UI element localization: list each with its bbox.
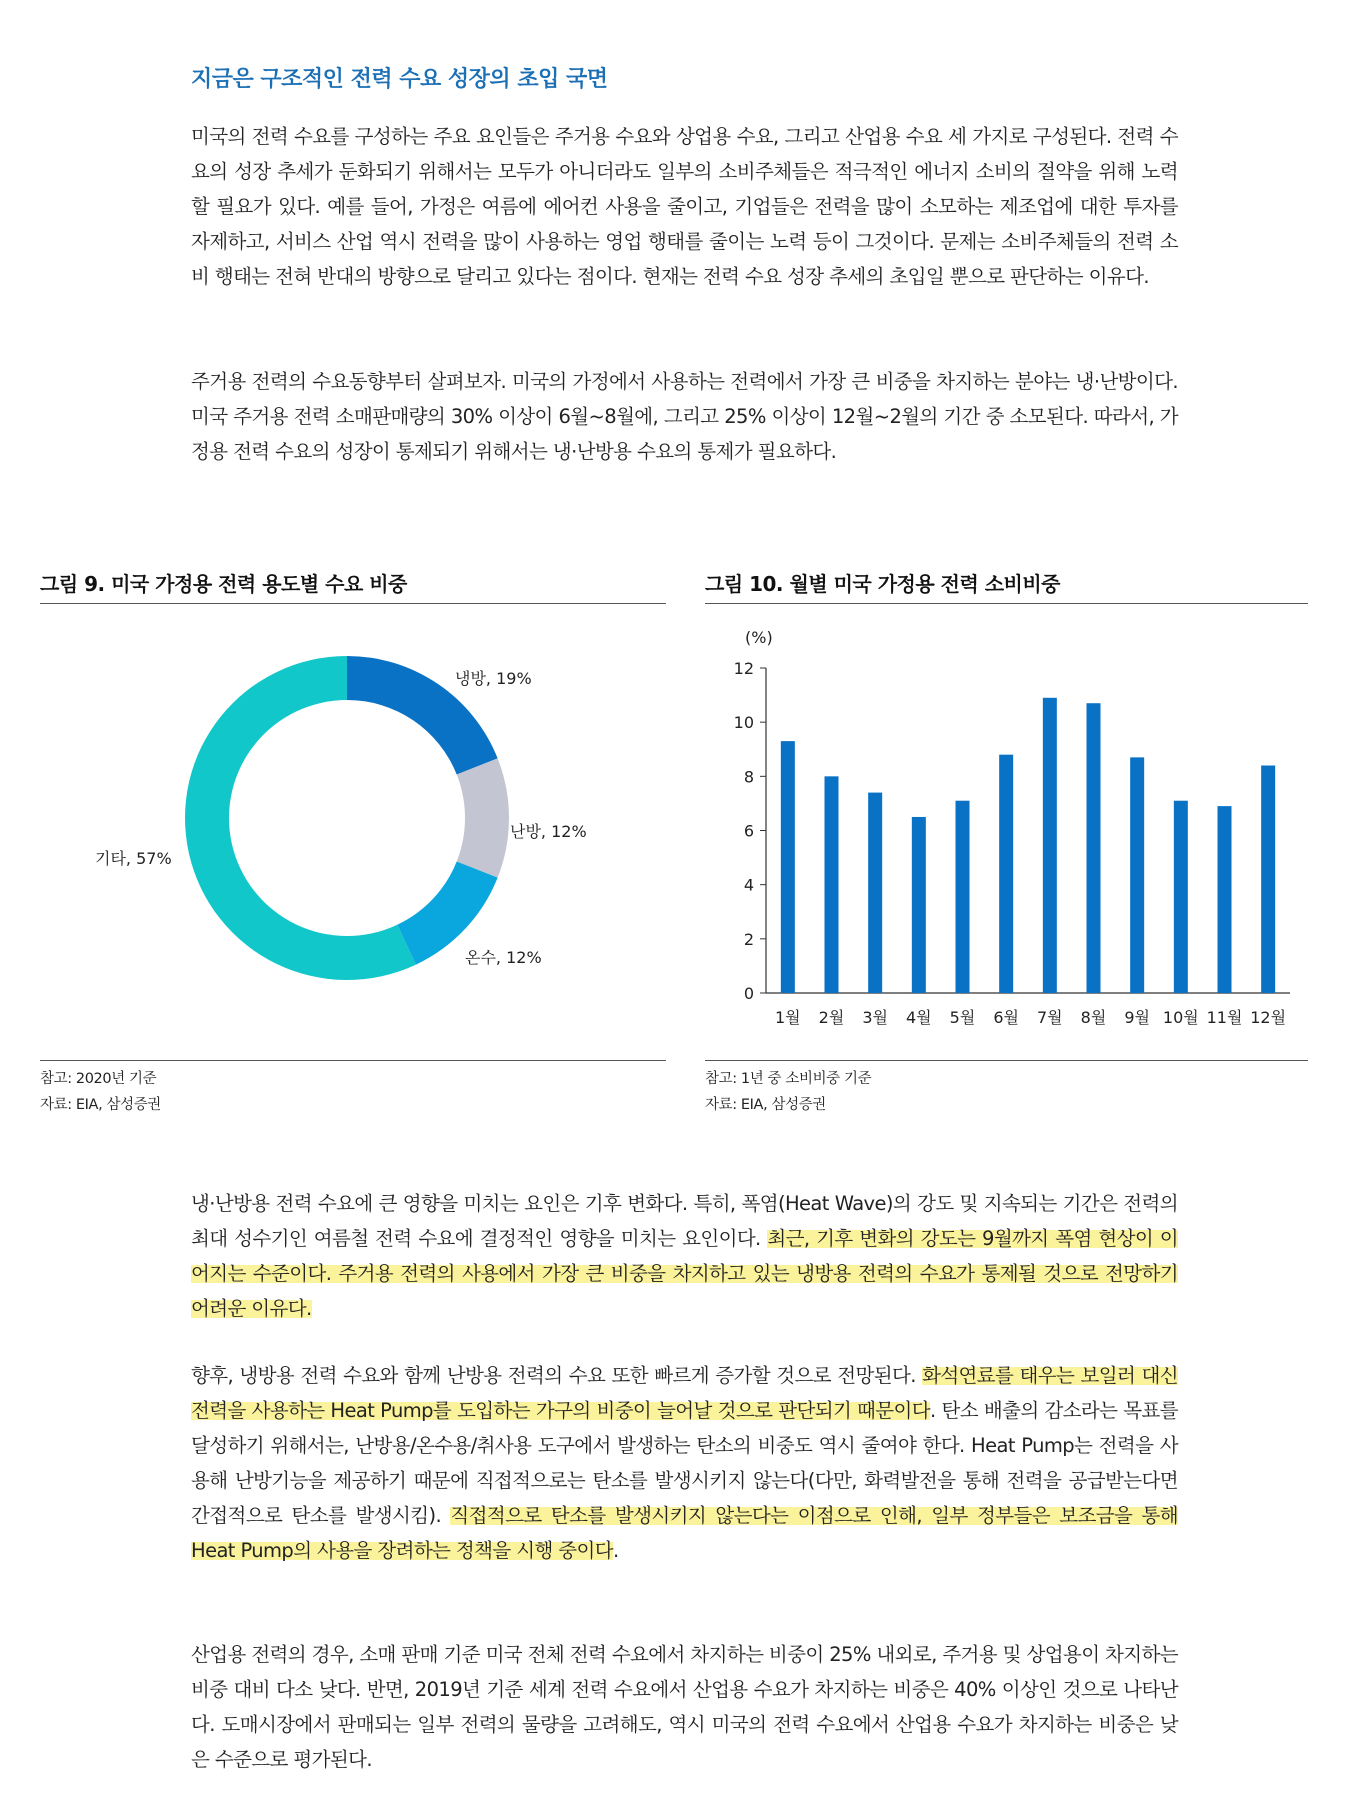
y-tick-label: 4 [743,875,754,895]
figure-9-source: 자료: EIA, 삼성증권 [40,1097,161,1113]
y-tick-label: 8 [743,767,754,787]
figure-9-title: 그림 9. 미국 가정용 전력 용도별 수요 비중 [40,572,407,596]
figure-10-title: 그림 10. 월별 미국 가정용 전력 소비비중 [705,572,1061,596]
bar-4월 [912,817,926,993]
bar-2월 [825,776,839,993]
bar-9월 [1130,757,1144,993]
y-tick-label: 10 [733,713,754,733]
paragraph-3 [191,1186,1178,1326]
bar-11월 [1218,806,1232,993]
bar-8월 [1087,703,1101,993]
x-tick-label: 5월 [949,1008,976,1027]
paragraph-4 [191,1358,1178,1568]
figure-10-bottom-rule [705,1060,1308,1061]
bar-3월 [868,793,882,993]
bar-1월 [781,741,795,993]
x-tick-label: 12월 [1250,1008,1287,1027]
y-axis-unit: (%) [745,628,773,647]
donut-label-3: 온수, 12% [465,948,542,967]
donut-slice-2 [457,758,509,877]
y-tick-label: 0 [743,984,754,1003]
figure-9-note: 참고: 2020년 기준 [40,1071,157,1087]
donut-label-4: 기타, 57% [95,849,172,868]
y-tick-label: 2 [743,929,754,949]
x-tick-label: 4월 [906,1008,932,1027]
figure-9-bottom-rule [40,1060,666,1061]
bar-10월 [1174,801,1188,993]
donut-label-1: 냉방, 19% [455,669,532,688]
paragraph-5: 산업용 전력의 경우, 소매 판매 기준 미국 전체 전력 수요에서 차지하는 비중이 25% 내외로, 주거용 및 상업용이 차지하는 비중 대비 다소 낮다. 반면, 2019년 기준 세계 전력 수요에서 산업용 수요가 차지하는 비중은 40% 이상인 것으로 나타난다. 도매시장에서 판매되는 일부 전력의 물량을 고려해도, 역시 미국의 전력 수요에서 산업용 수요가 차지하는 비중은 낮은 수준으로 평가된다. [191,1643,1178,1771]
section-title: 지금은 구조적인 전력 수요 성장의 초입 국면 [191,67,608,92]
paragraph-3-highlight: 최근, 기후 변화의 강도는 9월까지 폭염 현상이 이어지는 수준이다. 주거용 전력의 사용에서 가장 큰 비중을 차지하고 있는 냉방용 전력의 수요가 통제될 것으로 전망하기 어려운 이유다. [191,1227,1178,1320]
paragraph-4-text-2: . 탄소 배출의 감소라는 목표를 달성하기 위해서는, 난방용/온수용/취사용 도구에서 발생하는 탄소의 비중도 역시 줄여야 한다. Heat Pump는 전력을 사용해 난방기능을 제공하기 때문에 직접적으로는 탄소를 발생시키지 않는다(다만, 화력발전을 통해 전력을 공급받는다면 간접적으로 탄소를 발생시킴). [191,1399,1178,1527]
x-tick-label: 1월 [775,1008,801,1027]
paragraph-4-highlight-2: 직접적으로 탄소를 발생시키지 않는다는 이점으로 인해, 일부 정부들은 보조금을 통해 Heat Pump의 사용을 장려하는 정책을 시행 중이다 [191,1504,1179,1562]
bar-12월 [1261,766,1275,994]
x-tick-label: 3월 [862,1008,888,1027]
paragraph-2: 주거용 전력의 수요동향부터 살펴보자. 미국의 가정에서 사용하는 전력에서 가장 큰 비중을 차지하는 분야는 냉·난방이다. 미국 주거용 전력 소매판매량의 30% 이상이 6월~8월에, 그리고 25% 이상이 12월~2월의 기간 중 소모된다. 따라서, 가정용 전력 수요의 성장이 통제되기 위해서는 냉·난방용 수요의 통제가 필요하다. [191,370,1178,463]
figure-10-source: 자료: EIA, 삼성증권 [705,1097,826,1113]
y-tick-label: 12 [733,659,754,678]
figure-10-bar-chart [705,615,1308,1035]
x-tick-label: 11월 [1206,1008,1243,1027]
x-tick-label: 7월 [1037,1008,1063,1027]
x-tick-label: 2월 [818,1008,845,1027]
donut-label-2: 난방, 12% [510,822,587,841]
x-tick-label: 10월 [1162,1008,1199,1027]
bar-7월 [1043,698,1057,993]
figure-10-top-rule [705,603,1308,604]
y-tick-label: 6 [743,821,754,841]
paragraph-4-text-3: . [613,1539,619,1562]
paragraph-1: 미국의 전력 수요를 구성하는 주요 요인들은 주거용 수요와 상업용 수요, 그리고 산업용 수요 세 가지로 구성된다. 전력 수요의 성장 추세가 둔화되기 위해서는 모두가 아니더라도 일부의 소비주체들은 적극적인 에너지 소비의 절약을 위해 노력할 필요가 있다. 예를 들어, 가정은 여름에 에어컨 사용을 줄이고, 기업들은 전력을 많이 소모하는 제조업에 대한 투자를 자제하고, 서비스 산업 역시 전력을 많이 사용하는 영업 행태를 줄이는 노력 등이 그것이다. 문제는 소비주체들의 전력 소비 행태는 전혀 반대의 방향으로 달리고 있다는 점이다. 현재는 전력 수요 성장 추세의 초입일 뿐으로 판단하는 이유다. [191,125,1178,288]
x-tick-label: 6월 [993,1008,1019,1027]
bar-5월 [956,801,970,993]
bar-6월 [999,755,1013,993]
x-tick-label: 9월 [1124,1008,1150,1027]
figure-9-top-rule [40,603,666,604]
paragraph-4-highlight-1: 화석연료를 태우는 보일러 대신 전력을 사용하는 Heat Pump를 도입하는 가구의 비중이 늘어날 것으로 판단되기 때문이다 [191,1364,1178,1422]
paragraph-4-text-1: 향후, 냉방용 전력 수요와 함께 난방용 전력의 수요 또한 빠르게 증가할 것으로 전망된다. [191,1364,923,1387]
figure-9-donut-chart [40,620,666,1050]
figure-10-note: 참고: 1년 중 소비비중 기준 [705,1071,872,1087]
x-tick-label: 8월 [1080,1008,1107,1027]
paragraph-3-text: 냉·난방용 전력 수요에 큰 영향을 미치는 요인은 기후 변화다. 특히, 폭염(Heat Wave)의 강도 및 지속되는 기간은 전력의 최대 성수기인 여름철 전력 수요에 결정적인 영향을 미치는 요인이다. [191,1192,1178,1250]
